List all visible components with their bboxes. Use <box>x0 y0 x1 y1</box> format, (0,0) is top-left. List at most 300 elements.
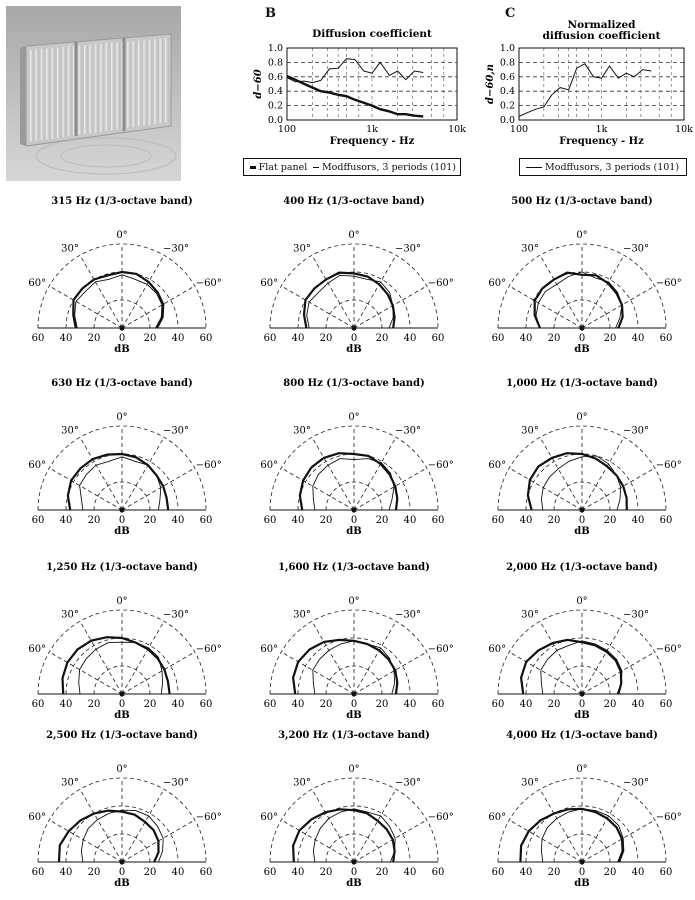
polar-radial-tick: 60 <box>31 515 45 526</box>
polar-grid-ray <box>281 468 354 510</box>
polar-radial-tick: 40 <box>171 515 185 526</box>
polar-radial-tick: 20 <box>375 515 389 526</box>
legend-b <box>243 158 461 176</box>
polar-grid-ray <box>80 789 122 862</box>
polar-title-frac: 1/3 <box>336 730 354 741</box>
polar-angle-label: 30° <box>61 425 79 437</box>
polar-angle-label: 0° <box>116 764 128 775</box>
polar-radial-tick: 0 <box>578 699 586 710</box>
y-axis-label: d−60 <box>253 69 264 99</box>
polar-radial-tick: 20 <box>547 699 561 710</box>
polar-angle-label: 30° <box>61 609 79 621</box>
photo-slat <box>52 48 55 139</box>
polar-angle-label: −30° <box>162 425 190 437</box>
legend-modff-label-c: Modffusors, 3 periods (101) <box>545 161 680 173</box>
panel-label-b: B <box>265 6 276 21</box>
polar-unit-label: dB <box>346 526 362 537</box>
polar-grid-ray <box>582 437 624 510</box>
polar-center <box>579 325 584 330</box>
polar-series-line <box>73 272 163 328</box>
polar-radial-tick: 60 <box>431 867 445 878</box>
polar-angle-label: 60° <box>260 460 279 471</box>
polar-angle-label: −60° <box>427 460 454 471</box>
y-tick-label: 0.6 <box>267 71 283 83</box>
polar-radial-tick: 40 <box>403 333 417 344</box>
polar-chart <box>10 728 234 889</box>
photo-slat <box>46 48 49 139</box>
photo-slat <box>35 49 38 140</box>
photo-slat <box>111 43 114 130</box>
polar-angle-label: −60° <box>195 460 222 471</box>
polar-grid-ray <box>354 820 427 862</box>
polar-radial-tick: 40 <box>631 867 645 878</box>
polar-series-line <box>535 273 623 328</box>
polar-title: 1,000 Hz (1/3-octave band) <box>506 378 658 389</box>
polar-grid-ray <box>80 437 122 510</box>
polar-series-line <box>293 640 397 694</box>
photo-slat <box>68 47 71 137</box>
polar-angle-label: 60° <box>260 812 279 823</box>
polar-chart <box>242 376 466 537</box>
polar-angle-label: 0° <box>576 230 588 241</box>
photo-slat <box>89 45 92 133</box>
polar-title: 4,000 Hz (1/3-octave band) <box>506 730 658 741</box>
polar-angle-label: −30° <box>162 243 190 255</box>
polar-angle-label: 0° <box>576 412 588 423</box>
polar-title-frac: 1/3 <box>98 196 117 207</box>
polar-radial-tick: 40 <box>171 333 185 344</box>
y-tick-label: 1.0 <box>267 43 283 54</box>
polar-title-frac: 1/3 <box>564 730 582 741</box>
polar-unit-label: dB <box>574 710 590 721</box>
polar-radial-tick: 20 <box>603 515 617 526</box>
polar-radial-tick: 40 <box>59 699 73 710</box>
polar-center <box>351 507 356 512</box>
polar-radial-tick: 40 <box>519 333 533 344</box>
polar-title-frac: 1/3 <box>330 378 349 389</box>
polar-angle-label: −60° <box>427 812 454 823</box>
chart-normalized-diffusion-coefficient <box>478 18 693 158</box>
y-tick-label: 0.8 <box>499 57 515 69</box>
polar-title-rest: -octave band) <box>348 196 425 207</box>
polar-unit-label: dB <box>574 878 590 889</box>
y-tick-label: 0.4 <box>267 86 283 98</box>
polar-radial-tick: 60 <box>659 333 673 344</box>
polar-title-rest: -octave band) <box>581 562 658 573</box>
polar-radial-tick: 20 <box>143 515 157 526</box>
legend-flat-label: Flat panel <box>258 161 308 173</box>
polar-angle-label: 0° <box>576 596 588 607</box>
polar-chart <box>470 376 694 537</box>
polar-grid-ray <box>354 621 396 694</box>
y-tick-label: 0.8 <box>267 57 283 69</box>
polar-radial-tick: 0 <box>578 333 586 344</box>
polar-radial-tick: 40 <box>171 867 185 878</box>
polar-angle-label: 60° <box>488 812 507 823</box>
polar-radial-tick: 0 <box>118 333 126 344</box>
polar-angle-label: 0° <box>348 412 360 423</box>
polar-angle-label: 30° <box>521 425 539 437</box>
polar-angle-label: −60° <box>655 644 682 655</box>
polar-radial-tick: 0 <box>350 333 358 344</box>
polar-title: 630 Hz (1/3-octave band) <box>51 378 193 389</box>
photo-slat <box>57 47 60 137</box>
polar-radial-tick: 40 <box>291 867 305 878</box>
polar-title-rest: -octave band) <box>121 730 198 741</box>
polar-radial-tick: 60 <box>659 867 673 878</box>
polar-title-frac: 1/3 <box>336 562 354 573</box>
polar-angle-label: 30° <box>61 777 79 789</box>
polar-chart <box>470 560 694 721</box>
polar-title-rest: -octave band) <box>581 378 658 389</box>
polar-title-frac: 1/3 <box>564 562 582 573</box>
photo-slat <box>79 46 82 135</box>
polar-title-frac: 1/3 <box>564 378 582 389</box>
polar-radial-tick: 60 <box>263 867 277 878</box>
polar-radial-tick: 60 <box>31 333 45 344</box>
polar-grid-ray <box>49 652 122 694</box>
legend-modff-swatch-c <box>526 167 542 168</box>
polar-title-frac: 1/3 <box>104 562 122 573</box>
polar-angle-label: 0° <box>116 230 128 241</box>
chart-diffusion-coefficient <box>240 18 465 158</box>
polar-grid-ray <box>582 820 655 862</box>
polar-grid-ray <box>312 789 354 862</box>
polar-title-rest: -octave band) <box>348 378 425 389</box>
polar-grid-ray <box>509 652 582 694</box>
polar-angle-label: −30° <box>394 243 422 255</box>
polar-radial-tick: 40 <box>631 515 645 526</box>
polar-center <box>119 325 124 330</box>
polar-angle-label: −60° <box>427 278 454 289</box>
polar-radial-tick: 60 <box>431 333 445 344</box>
polar-angle-label: 60° <box>488 278 507 289</box>
photo-slat <box>41 49 44 140</box>
polar-center <box>351 325 356 330</box>
polar-angle-label: −60° <box>655 278 682 289</box>
polar-series-line <box>541 809 624 862</box>
polar-unit-label: dB <box>114 710 130 721</box>
polar-unit-label: dB <box>114 878 130 889</box>
polar-chart <box>10 194 234 355</box>
photo-slat <box>100 44 103 132</box>
polar-angle-label: 30° <box>521 243 539 255</box>
polar-radial-tick: 0 <box>350 867 358 878</box>
polar-grid-ray <box>509 468 582 510</box>
series-line <box>519 64 651 117</box>
photo-slat <box>143 40 146 125</box>
polar-radial-tick: 20 <box>87 333 101 344</box>
polar-grid-ray <box>49 286 122 328</box>
polar-radial-tick: 40 <box>631 333 645 344</box>
polar-radial-tick: 60 <box>431 515 445 526</box>
y-tick-label: 0.6 <box>499 71 515 83</box>
polar-grid-ray <box>122 468 195 510</box>
photo-slat <box>160 39 163 123</box>
polar-radial-tick: 60 <box>199 699 213 710</box>
polar-grid-ray <box>281 820 354 862</box>
polar-angle-label: −30° <box>394 425 422 437</box>
polar-radial-tick: 20 <box>87 867 101 878</box>
polar-center <box>351 859 356 864</box>
polar-grid-ray <box>281 652 354 694</box>
polar-series-line <box>63 637 170 694</box>
polar-center <box>579 507 584 512</box>
polar-series-line <box>541 641 622 694</box>
x-axis-label: Frequency - Hz <box>329 136 415 147</box>
polar-radial-tick: 20 <box>143 333 157 344</box>
polar-chart <box>242 728 466 889</box>
polar-radial-tick: 40 <box>403 867 417 878</box>
polar-radial-tick: 20 <box>319 515 333 526</box>
polar-angle-label: 60° <box>28 812 47 823</box>
polar-radial-tick: 40 <box>291 333 305 344</box>
polar-radial-tick: 0 <box>578 867 586 878</box>
polar-grid-ray <box>80 621 122 694</box>
polar-grid-ray <box>312 621 354 694</box>
polar-chart <box>470 728 694 889</box>
polar-title-frac: 1/3 <box>558 196 577 207</box>
polar-angle-label: −30° <box>622 243 650 255</box>
polar-radial-tick: 60 <box>199 867 213 878</box>
polar-angle-label: −30° <box>394 777 422 789</box>
polar-radial-tick: 20 <box>375 699 389 710</box>
polar-title-rest: -octave band) <box>353 562 430 573</box>
polar-unit-label: dB <box>346 878 362 889</box>
polar-radial-tick: 0 <box>118 515 126 526</box>
polar-radial-tick: 60 <box>431 699 445 710</box>
polar-title: 2,000 Hz (1/3-octave band) <box>506 562 658 573</box>
polar-radial-tick: 40 <box>59 515 73 526</box>
polar-unit-label: dB <box>574 344 590 355</box>
y-tick-label: 0.4 <box>499 86 515 98</box>
polar-radial-tick: 20 <box>375 867 389 878</box>
polar-radial-tick: 40 <box>403 699 417 710</box>
polar-radial-tick: 20 <box>603 867 617 878</box>
chart-title: Normalized <box>567 19 636 31</box>
polar-chart <box>10 376 234 537</box>
x-axis-label: Frequency - Hz <box>559 136 644 147</box>
polar-angle-label: −30° <box>622 777 650 789</box>
polar-angle-label: 60° <box>28 278 47 289</box>
polar-title: 1,600 Hz (1/3-octave band) <box>278 562 430 573</box>
polar-series-line <box>521 640 621 694</box>
polar-grid-ray <box>354 652 427 694</box>
polar-unit-label: dB <box>574 526 590 537</box>
polar-angle-label: 30° <box>293 609 311 621</box>
polar-radial-tick: 60 <box>491 867 505 878</box>
polar-radial-tick: 0 <box>578 515 586 526</box>
polar-angle-label: −60° <box>195 644 222 655</box>
modffusor-photo <box>6 6 181 181</box>
polar-radial-tick: 0 <box>118 867 126 878</box>
polar-radial-tick: 60 <box>491 333 505 344</box>
legend-flat-swatch <box>250 166 256 169</box>
polar-grid-ray <box>540 789 582 862</box>
polar-radial-tick: 20 <box>319 699 333 710</box>
polar-series-line <box>68 454 168 510</box>
x-tick-label: 10k <box>448 124 466 135</box>
polar-radial-tick: 20 <box>547 867 561 878</box>
chart-title: diffusion coefficient <box>542 30 661 42</box>
polar-grid-ray <box>312 255 354 328</box>
photo-slat <box>30 50 33 142</box>
polar-angle-label: 60° <box>488 460 507 471</box>
y-tick-label: 0.0 <box>267 115 283 126</box>
polar-title: 2,500 Hz (1/3-octave band) <box>46 730 198 741</box>
polar-chart <box>242 560 466 721</box>
photo-slat <box>84 45 87 134</box>
x-tick-label: 1k <box>595 124 608 135</box>
polar-radial-tick: 60 <box>263 333 277 344</box>
polar-title: 315 Hz (1/3-octave band) <box>51 196 193 207</box>
polar-grid-ray <box>582 652 655 694</box>
polar-title: 3,200 Hz (1/3-octave band) <box>278 730 430 741</box>
polar-grid-ray <box>281 286 354 328</box>
polar-unit-label: dB <box>114 526 130 537</box>
polar-angle-label: 60° <box>260 278 279 289</box>
photo-slat <box>95 44 98 132</box>
photo-slat <box>133 41 136 127</box>
polar-angle-label: 0° <box>348 596 360 607</box>
polar-radial-tick: 40 <box>291 515 305 526</box>
photo-slat <box>138 41 141 127</box>
polar-angle-label: 0° <box>348 230 360 241</box>
polar-angle-label: 60° <box>28 460 47 471</box>
polar-radial-tick: 40 <box>171 699 185 710</box>
polar-title-frac: 1/3 <box>104 730 122 741</box>
polar-title-rest: -octave band) <box>116 196 193 207</box>
polar-angle-label: −60° <box>655 460 682 471</box>
polar-series-line <box>520 809 622 862</box>
polar-radial-tick: 60 <box>199 333 213 344</box>
polar-grid-ray <box>49 468 122 510</box>
y-tick-label: 0.2 <box>499 100 515 112</box>
polar-radial-tick: 40 <box>59 867 73 878</box>
polar-chart <box>242 194 466 355</box>
polar-radial-tick: 20 <box>603 333 617 344</box>
photo-slat <box>116 42 119 129</box>
polar-angle-label: 30° <box>61 243 79 255</box>
polar-center <box>579 859 584 864</box>
polar-center <box>119 507 124 512</box>
chart-title: Diffusion coefficient <box>312 28 432 40</box>
polar-grid-ray <box>354 286 427 328</box>
polar-radial-tick: 40 <box>291 699 305 710</box>
polar-title: 500 Hz (1/3-octave band) <box>511 196 653 207</box>
polar-angle-label: 30° <box>293 777 311 789</box>
polar-radial-tick: 60 <box>31 867 45 878</box>
polar-radial-tick: 60 <box>263 515 277 526</box>
polar-angle-label: 60° <box>488 644 507 655</box>
polar-unit-label: dB <box>346 344 362 355</box>
polar-radial-tick: 40 <box>519 515 533 526</box>
photo-slat <box>149 40 152 125</box>
polar-angle-label: 60° <box>260 644 279 655</box>
polar-radial-tick: 20 <box>143 867 157 878</box>
polar-angle-label: −60° <box>655 812 682 823</box>
polar-grid-ray <box>540 437 582 510</box>
polar-radial-tick: 20 <box>87 699 101 710</box>
polar-grid-ray <box>540 621 582 694</box>
polar-radial-tick: 60 <box>491 515 505 526</box>
polar-unit-label: dB <box>114 344 130 355</box>
polar-grid-ray <box>582 255 624 328</box>
polar-angle-label: −30° <box>622 425 650 437</box>
polar-angle-label: −60° <box>195 812 222 823</box>
polar-angle-label: 30° <box>521 609 539 621</box>
polar-title: 1,250 Hz (1/3-octave band) <box>46 562 198 573</box>
polar-angle-label: −30° <box>622 609 650 621</box>
polar-grid-ray <box>122 437 164 510</box>
polar-title-rest: -octave band) <box>581 730 658 741</box>
polar-radial-tick: 20 <box>547 333 561 344</box>
polar-angle-label: 30° <box>521 777 539 789</box>
polar-angle-label: −30° <box>394 609 422 621</box>
y-tick-label: 0.0 <box>499 115 515 126</box>
polar-center <box>119 691 124 696</box>
photo-slat <box>106 43 109 130</box>
polar-title: 400 Hz (1/3-octave band) <box>283 196 425 207</box>
polar-radial-tick: 20 <box>603 699 617 710</box>
polar-grid-ray <box>582 789 624 862</box>
polar-angle-label: 0° <box>576 764 588 775</box>
polar-radial-tick: 0 <box>118 699 126 710</box>
panel-label-c: C <box>505 6 516 21</box>
polar-title: 800 Hz (1/3-octave band) <box>283 378 425 389</box>
polar-center <box>351 691 356 696</box>
polar-radial-tick: 40 <box>403 515 417 526</box>
polar-grid-ray <box>582 621 624 694</box>
polar-grid-ray <box>80 255 122 328</box>
polar-angle-label: 30° <box>293 425 311 437</box>
polar-center <box>119 859 124 864</box>
polar-title-frac: 1/3 <box>98 378 117 389</box>
legend-modff-label: Modffusors, 3 periods (101) <box>321 161 456 173</box>
polar-unit-label: dB <box>346 710 362 721</box>
legend-c <box>519 158 687 176</box>
x-tick-label: 100 <box>509 124 529 135</box>
polar-grid-ray <box>354 789 396 862</box>
polar-grid-ray <box>509 286 582 328</box>
polar-radial-tick: 40 <box>519 699 533 710</box>
polar-radial-tick: 0 <box>350 515 358 526</box>
polar-radial-tick: 20 <box>375 333 389 344</box>
x-tick-label: 10k <box>675 124 693 135</box>
polar-chart <box>470 194 694 355</box>
y-axis-label: d−60,n <box>485 63 496 105</box>
polar-angle-label: 0° <box>348 764 360 775</box>
polar-radial-tick: 40 <box>631 699 645 710</box>
polar-angle-label: 0° <box>116 412 128 423</box>
polar-angle-label: 0° <box>116 596 128 607</box>
photo-slat <box>165 38 168 122</box>
polar-radial-tick: 0 <box>350 699 358 710</box>
polar-angle-label: −30° <box>162 777 190 789</box>
polar-radial-tick: 60 <box>491 699 505 710</box>
photo-slat <box>62 47 65 137</box>
polar-radial-tick: 60 <box>263 699 277 710</box>
polar-title-rest: -octave band) <box>576 196 653 207</box>
polar-radial-tick: 20 <box>87 515 101 526</box>
polar-grid-ray <box>354 255 396 328</box>
polar-angle-label: −30° <box>162 609 190 621</box>
polar-radial-tick: 20 <box>547 515 561 526</box>
polar-title-rest: -octave band) <box>353 730 430 741</box>
polar-radial-tick: 60 <box>199 515 213 526</box>
polar-radial-tick: 20 <box>143 699 157 710</box>
polar-title-rest: -octave band) <box>121 562 198 573</box>
